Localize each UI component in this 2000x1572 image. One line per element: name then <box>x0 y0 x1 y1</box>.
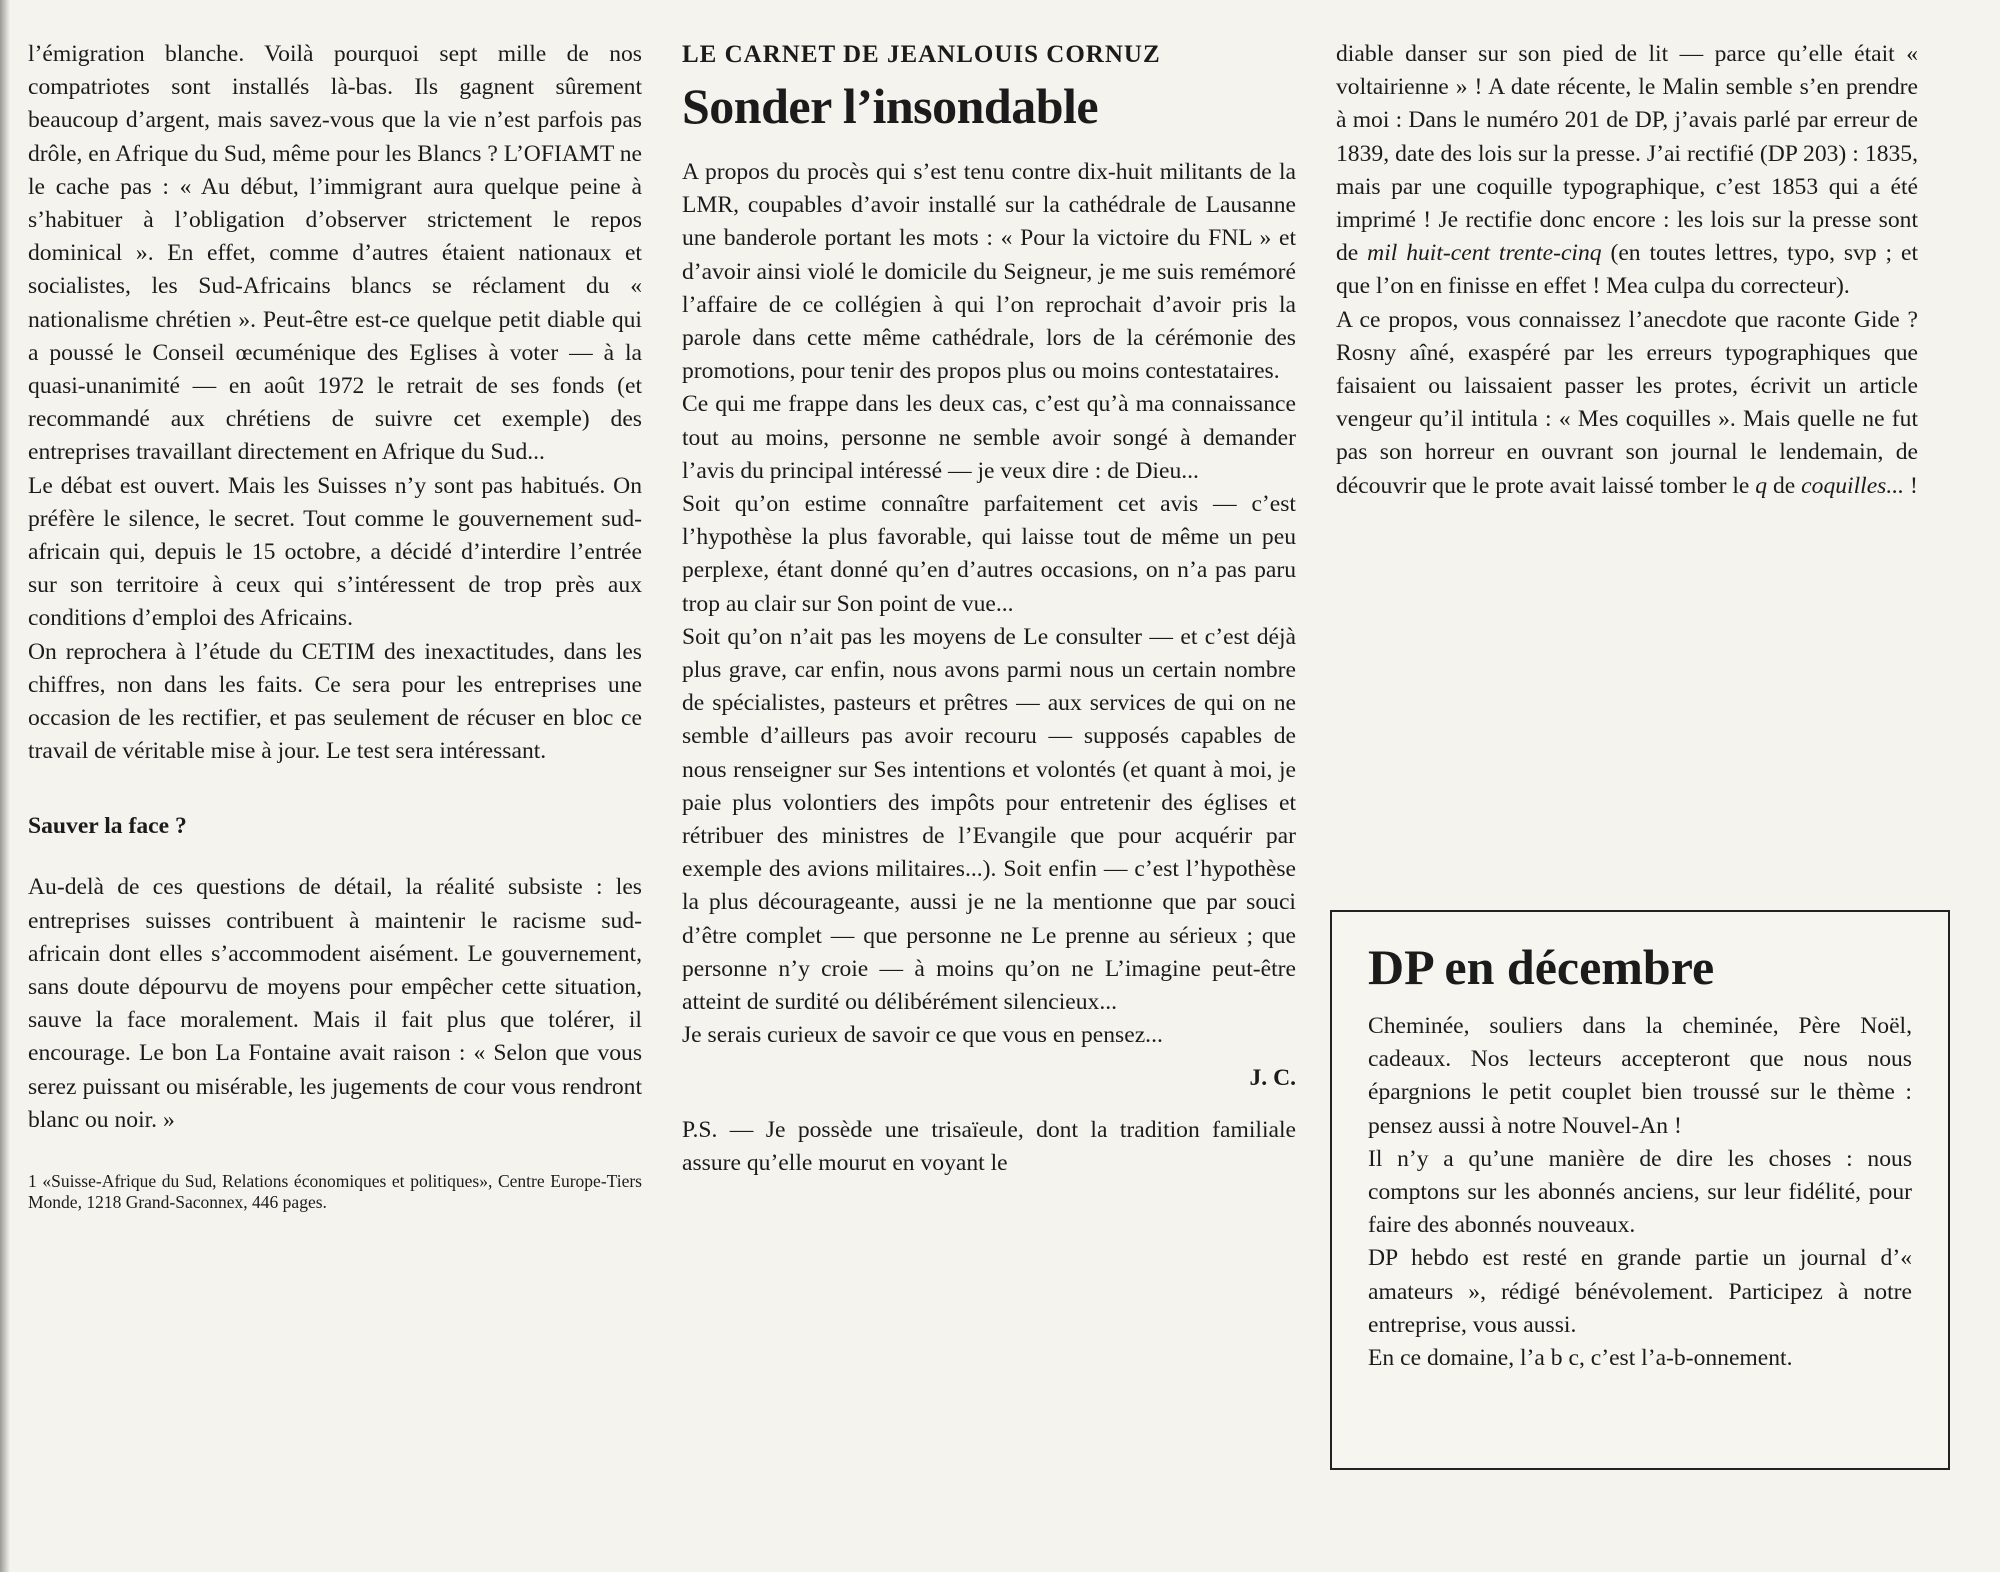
paragraph: Le débat est ouvert. Mais les Suisses n’y sont pas habitués. On préfère le silence, le secret. Tout comme le gouvernement sud-africain qui, depuis le 15 octobre, a décidé d’interdire l’entrée sur son territoire à ceux qui s’intéressent de trop près aux conditions d’emploi des Africains. <box>28 472 642 632</box>
paragraph <box>1336 304 1918 503</box>
section-subhead: Sauver la face ? <box>28 813 187 840</box>
paragraph: On reprochera à l’étude du CETIM des inexactitudes, dans les chiffres, non dans les faits. Ce sera pour les entreprises une occasion de les rectifier, et pas seulement de récuser en bloc ce travail de véritable mise à jour. Le test sera intéressant. <box>28 638 642 765</box>
box-title: DP en décembre <box>1368 939 1715 995</box>
paragraph: Soit qu’on estime connaître parfaitement cet avis — c’est l’hypothèse la plus favorable, qui laisse tout de même un peu perplexe, étant donné qu’en d’autres occasions, on n’a pas paru trop au clair sur Son point de vue... <box>682 491 1296 617</box>
paragraph: l’émigration blanche. Voilà pourquoi sept mille de nos compatriotes sont installés là-bas. Ils gagnent sûrement beaucoup d’argent, mais savez-vous que la vie n’est parfois pas drôle, en Afrique du Sud, même pour les Blancs ? L’OFIAMT ne le cache pas : « Au début, l’immigrant aura quelque peine à s’habituer à l’obligation d’observer strictement le repos dominical ». En effet, comme d’autres étaient nationaux et socialistes, les Sud-Africains blancs se réclament du « nationalisme chrétien ». Peut-être est-ce quelque petit diable qui a poussé le Conseil œcuménique des Eglises à voter — à la quasi-unanimité — en août 1972 le retrait de ses fonds (et recommandé aux chrétiens de suivre cet exemple) des entreprises travaillant directement en Afrique du Sud... <box>28 41 642 466</box>
paragraph: Je serais curieux de savoir ce que vous en pensez... <box>682 1022 1163 1049</box>
article-headline: Sonder l’insondable <box>682 78 1099 134</box>
italic-text: mil huit-cent trente-cinq <box>1367 240 1602 267</box>
postscript: P.S. — Je possède une trisaïeule, dont la tradition familiale assure qu’elle mourut en voyant le <box>682 1116 1296 1176</box>
text-run: ! <box>1904 472 1918 499</box>
paragraph: Cheminée, souliers dans la cheminée, Père Noël, cadeaux. Nos lecteurs accepteront que nous nous épargnions le petit couplet bien troussé sur le thème : pensez aussi à notre Nouvel-An ! <box>1368 1013 1912 1139</box>
paragraph: Ce qui me frappe dans les deux cas, c’est qu’à ma connaissance tout au moins, personne ne semble avoir songé à demander l’avis du principal intéressé — je veux dire : de Dieu... <box>682 391 1296 484</box>
column-middle <box>682 38 1296 1180</box>
paragraph <box>1336 38 1918 304</box>
column-kicker: LE CARNET DE JEANLOUIS CORNUZ <box>682 41 1161 68</box>
footnote: 1 «Suisse-Afrique du Sud, Relations économiques et politiques», Centre Europe-Tiers Monde, 1218 Grand-Saconnex, 446 pages. <box>28 1171 642 1213</box>
column-right <box>1336 38 1918 503</box>
text-run: diable danser sur son pied de lit — parce qu’elle était « voltairienne » ! A date récente, le Malin semble s’en prendre à moi : Dans le numéro 201 de DP, j’avais parlé par erreur de 1839, date des lois sur la presse. J’ai rectifié (DP 203) : 1835, mais par une coquille typographique, c’est 1853 qui a été imprimé ! Je rectifie donc encore : les lois sur la presse sont de <box>1336 41 1918 267</box>
paragraph: En ce domaine, l’a b c, c’est l’a-b-onnement. <box>1368 1345 1793 1372</box>
italic-text: coquilles... <box>1801 472 1905 499</box>
column-left <box>28 38 642 1213</box>
text-run: (en toutes lettres, typo, svp ; et que l’on en finisse en effet ! Mea culpa du correcteur). <box>1336 240 1919 300</box>
text-run: de <box>1767 472 1802 499</box>
author-signature: J. C. <box>1249 1065 1296 1092</box>
paragraph: Au-delà de ces questions de détail, la réalité subsiste : les entreprises suisses contribuent à maintenir le racisme sud-africain dont elles s’accommodent aisément. Le gouvernement, sans doute dépourvu de moyens pour empêcher cette situation, sauve la face moralement. Mais il fait plus que tolérer, il encourage. Le bon La Fontaine avait raison : « Selon que vous serez puissant ou misérable, les jugements de cour vous rendront blanc ou noir. » <box>28 874 642 1133</box>
paragraph: DP hebdo est resté en grande partie un journal d’« amateurs », rédigé bénévolement. Participez à notre entreprise, vous aussi. <box>1368 1245 1912 1338</box>
page-scan-edge <box>0 0 10 1572</box>
paragraph: A propos du procès qui s’est tenu contre dix-huit militants de la LMR, coupables d’avoir installé sur la cathédrale de Lausanne une banderole portant les mots : « Pour la victoire du FNL » et d’avoir ainsi violé le domicile du Seigneur, je me suis remémoré l’affaire de ce collégien à qui l’on reprochait d’avoir pris la parole dans cette même cathédrale, lors de la cérémonie des promotions, pour tenir des propos plus ou moins contestataires. <box>682 159 1296 385</box>
paragraph: Il n’y a qu’une manière de dire les choses : nous comptons sur les abonnés anciens, sur leur fidélité, pour faire des abonnés nouveaux. <box>1368 1145 1912 1239</box>
announcement-box <box>1330 910 1950 1470</box>
text-run: A ce propos, vous connaissez l’anecdote que raconte Gide ? Rosny aîné, exaspéré par les erreurs typographiques que faisaient ou laissaient passer les protes, écrivit un article vengeur qu’il intitula : « Mes coquilles ». Mais quelle ne fut pas son horreur en ouvrant son journal le lendemain, de découvrir que le prote avait laissé tomber le <box>1336 306 1918 499</box>
paragraph: Soit qu’on n’ait pas les moyens de Le consulter — et c’est déjà plus grave, car enfin, nous avons parmi nous un certain nombre de spécialistes, pasteurs et prêtres — aux services de qui on ne semble d’ailleurs pas avoir recouru — supposés capables de nous renseigner sur Ses intentions et volontés (et quant à moi, je paie plus volontiers des impôts pour entretenir des églises et rétribuer des ministres de l’Evangile que pour acquérir par exemple des avions militaires...). Soit enfin — c’est l’hypothèse la plus décourageante, aussi je ne la mentionne que par souci d’être complet — que personne ne Le prenne au sérieux ; que personne n’y croie — à moins qu’on ne L’imagine peut-être atteint de surdité ou délibérément silencieux... <box>682 623 1296 1016</box>
italic-text: q <box>1755 472 1768 499</box>
